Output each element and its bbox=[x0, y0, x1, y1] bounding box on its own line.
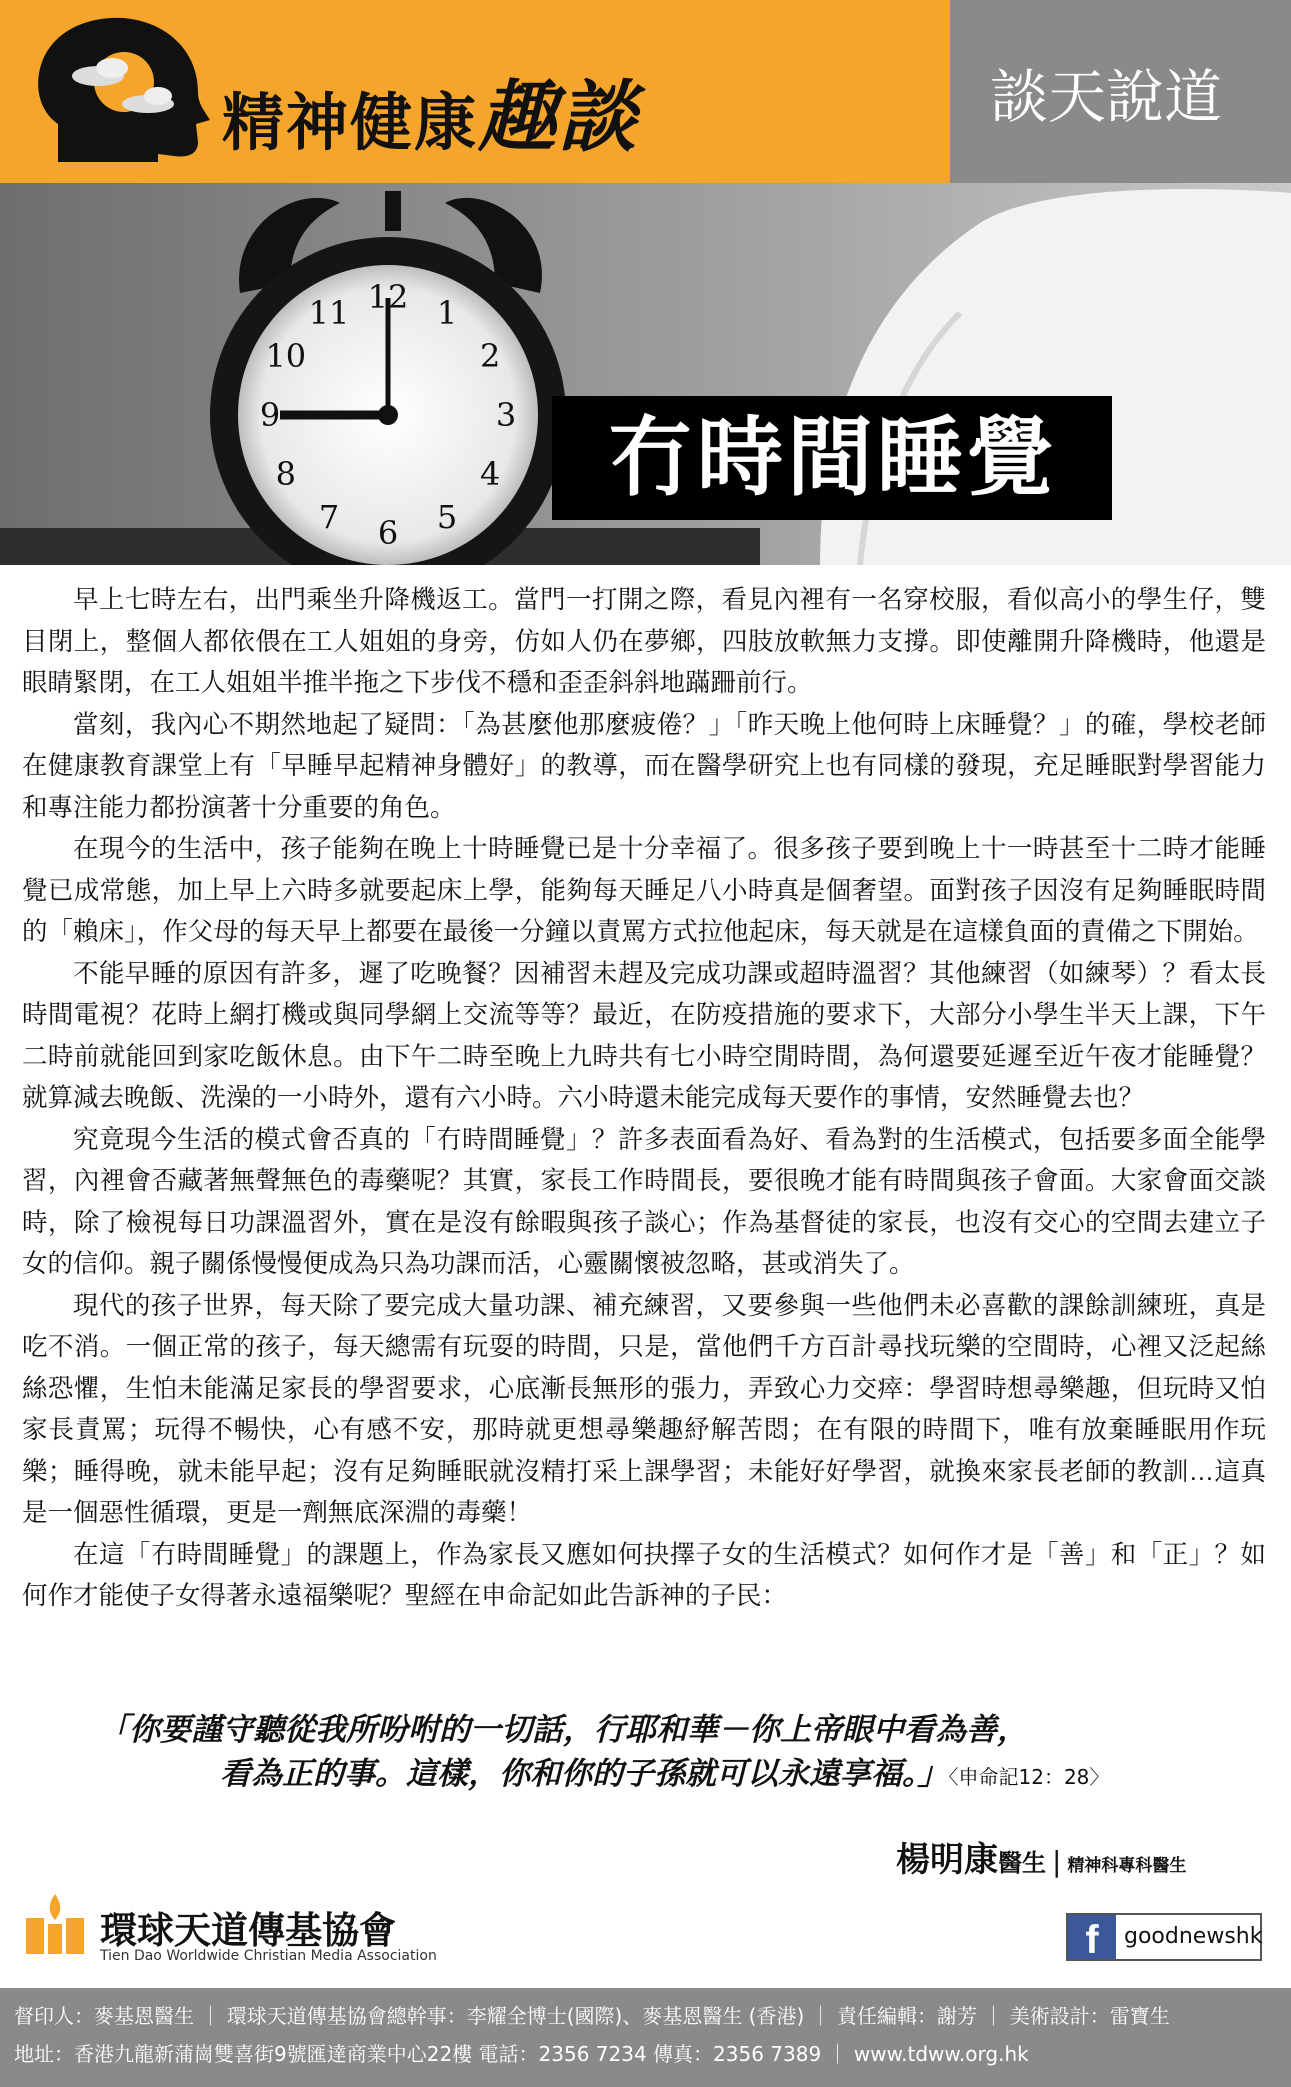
paragraph: 現代的孩子世界，每天除了要完成大量功課、補充練習，又要參與一些他們未必喜歡的課餘訓練班，真是吃不消。一個正常的孩子，每天總需有玩耍的時間，只是，當他們千方百計尋找玩樂的空間時，心裡又泛起絲絲恐懼，生怕未能滿足家長的學習要求，心底漸長無形的張力，弄致心力交瘁：學習時想尋樂趣，但玩時又怕家長責罵；玩得不暢快，心有感不安，那時就更想尋樂趣紓解苦悶；在有限的時間下，唯有放棄睡眠用作玩樂；睡得晚，就未能早起；沒有足夠睡眠就沒精打采上課學習；未能好好學習，就換來家長老師的教訓…這真是一個惡性循環，更是一劑無底深淵的毒藥！ bbox=[22, 1291, 1266, 1527]
paragraph: 在現今的生活中，孩子能夠在晚上十時睡覺已是十分幸福了。很多孩子要到晚上十一時甚至十二時才能睡覺已成常態，加上早上六時多就要起床上學，能夠每天睡足八小時真是個奢望。面對孩子因沒有足夠睡眠時間的「賴床」，作父母的每天早上都要在最後一分鐘以責罵方式拉他起床，每天就是在這樣負面的責備之下開始。 bbox=[22, 835, 1266, 946]
clock-numeral: 5 bbox=[436, 498, 458, 537]
clock-numeral: 11 bbox=[308, 293, 350, 332]
quote-reference: 〈申命記12：28〉 bbox=[948, 1765, 1110, 1789]
clock-numeral: 6 bbox=[377, 514, 399, 552]
org-name-english: Tien Dao Worldwide Christian Media Association bbox=[100, 1948, 437, 1964]
paragraph: 早上七時左右，出門乘坐升降機返工。當門一打開之際，看見內裡有一名穿校服，看似高小的學生仔，雙目閉上，整個人都依偎在工人姐姐的身旁，仿如人仍在夢鄉，四肢放軟無力支撐。即使離開升降機時，他還是眼睛緊閉，在工人姐姐半推半拖之下步伐不穩和歪歪斜斜地蹣跚前行。 bbox=[22, 586, 1266, 697]
facebook-icon: f bbox=[1068, 1915, 1116, 1959]
quote-line-2: 看為正的事。這樣，你和你的子孫就可以永遠享福。」 bbox=[220, 1756, 949, 1792]
column-title: 談天說道 bbox=[990, 63, 1223, 131]
author-name: 楊明康 bbox=[896, 1840, 998, 1880]
hero-photo bbox=[0, 183, 1291, 565]
clock-numeral: 4 bbox=[480, 455, 501, 493]
clock-numeral: 12 bbox=[367, 278, 409, 316]
org-logo-icon bbox=[20, 1890, 90, 1962]
paragraph: 不能早睡的原因有許多，遲了吃晚餐？因補習未趕及完成功課或超時溫習？其他練習（如練琴）？看太長時間電視？花時上網打機或與同學網上交流等等？最近，在防疫措施的要求下，大部分小學生半天上課，下午二時前就能回到家吃飯休息。由下午二時至晚上九時共有七小時空閒時間，為何還要延遲至近午夜才能睡覺？就算減去晚飯、洗澡的一小時外，還有六小時。六小時還未能完成每天要作的事情，安然睡覺去也？ bbox=[22, 959, 1266, 1112]
footer bbox=[0, 1988, 1291, 2087]
facebook-link[interactable] bbox=[1066, 1913, 1262, 1961]
author-byline bbox=[896, 1832, 1186, 1881]
head-silhouette-icon bbox=[28, 12, 218, 177]
author-specialty: 精神科專科醫生 bbox=[1067, 1856, 1187, 1876]
scripture-quote bbox=[98, 1708, 1109, 1799]
clock-numeral: 10 bbox=[265, 337, 307, 375]
clock-numeral: 9 bbox=[259, 396, 281, 434]
article-title: 冇時間睡覺 bbox=[552, 396, 1112, 520]
footer-credits: 督印人：麥基恩醫生 ｜ 環球天道傳基協會總幹事：李耀全博士(國際)、麥基恩醫生 (香港) ｜ 責任編輯：謝芳 ｜ 美術設計：雷寶生 bbox=[14, 2004, 1170, 2028]
paragraph: 在這「冇時間睡覺」的課題上，作為家長又應如何抉擇子女的生活模式？如何作才是「善」和「正」？如何作才能使子女得著永遠福樂呢？聖經在申命記如此告訴神的子民： bbox=[22, 1540, 1266, 1610]
paragraph: 當刻，我內心不期然地起了疑問：「為甚麼他那麼疲倦？」「昨天晚上他何時上床睡覺？」的確，學校老師在健康教育課堂上有「早睡早起精神身體好」的教導，而在醫學研究上也有同樣的發現，充足睡眠對學習能力和專注能力都扮演著十分重要的角色。 bbox=[22, 710, 1266, 822]
clock-numeral: 3 bbox=[495, 396, 517, 434]
clock-numeral: 2 bbox=[480, 337, 501, 375]
article-body bbox=[22, 580, 1266, 1618]
paragraph: 究竟現今生活的模式會否真的「冇時間睡覺」？許多表面看為好、看為對的生活模式，包括要多面全能學習，內裡會否藏著無聲無色的毒藥呢？其實，家長工作時間長，要很晚才能有時間與孩子會面。大家會面交談時，除了檢視每日功課溫習外，實在是沒有餘暇與孩子談心；作為基督徒的家長，也沒有交心的空間去建立子女的信仰。親子關係慢慢便成為只為功課而活，心靈關懷被忽略，甚或消失了。 bbox=[22, 1125, 1266, 1278]
clock-numeral: 8 bbox=[275, 455, 296, 493]
header bbox=[0, 0, 1291, 183]
org-name: 環球天道傳基協會 bbox=[100, 1909, 396, 1952]
quote-line-1: 「你要謹守聽從我所吩咐的一切話，行耶和華－你上帝眼中看為善， bbox=[98, 1712, 1028, 1748]
author-title: 醫生 bbox=[998, 1849, 1046, 1877]
author-separator: | bbox=[1052, 1845, 1062, 1878]
clock-numeral: 7 bbox=[318, 498, 340, 537]
series-title: 精神健康趣談 bbox=[222, 73, 639, 163]
facebook-handle: goodnewshk bbox=[1124, 1924, 1263, 1949]
footer-address: 地址：香港九龍新蒲崗雙喜街9號匯達商業中心22樓 電話：2356 7234 傳真：2356 7389 ｜ www.tdww.org.hk bbox=[14, 2042, 1029, 2066]
clock-numeral: 1 bbox=[436, 293, 458, 332]
